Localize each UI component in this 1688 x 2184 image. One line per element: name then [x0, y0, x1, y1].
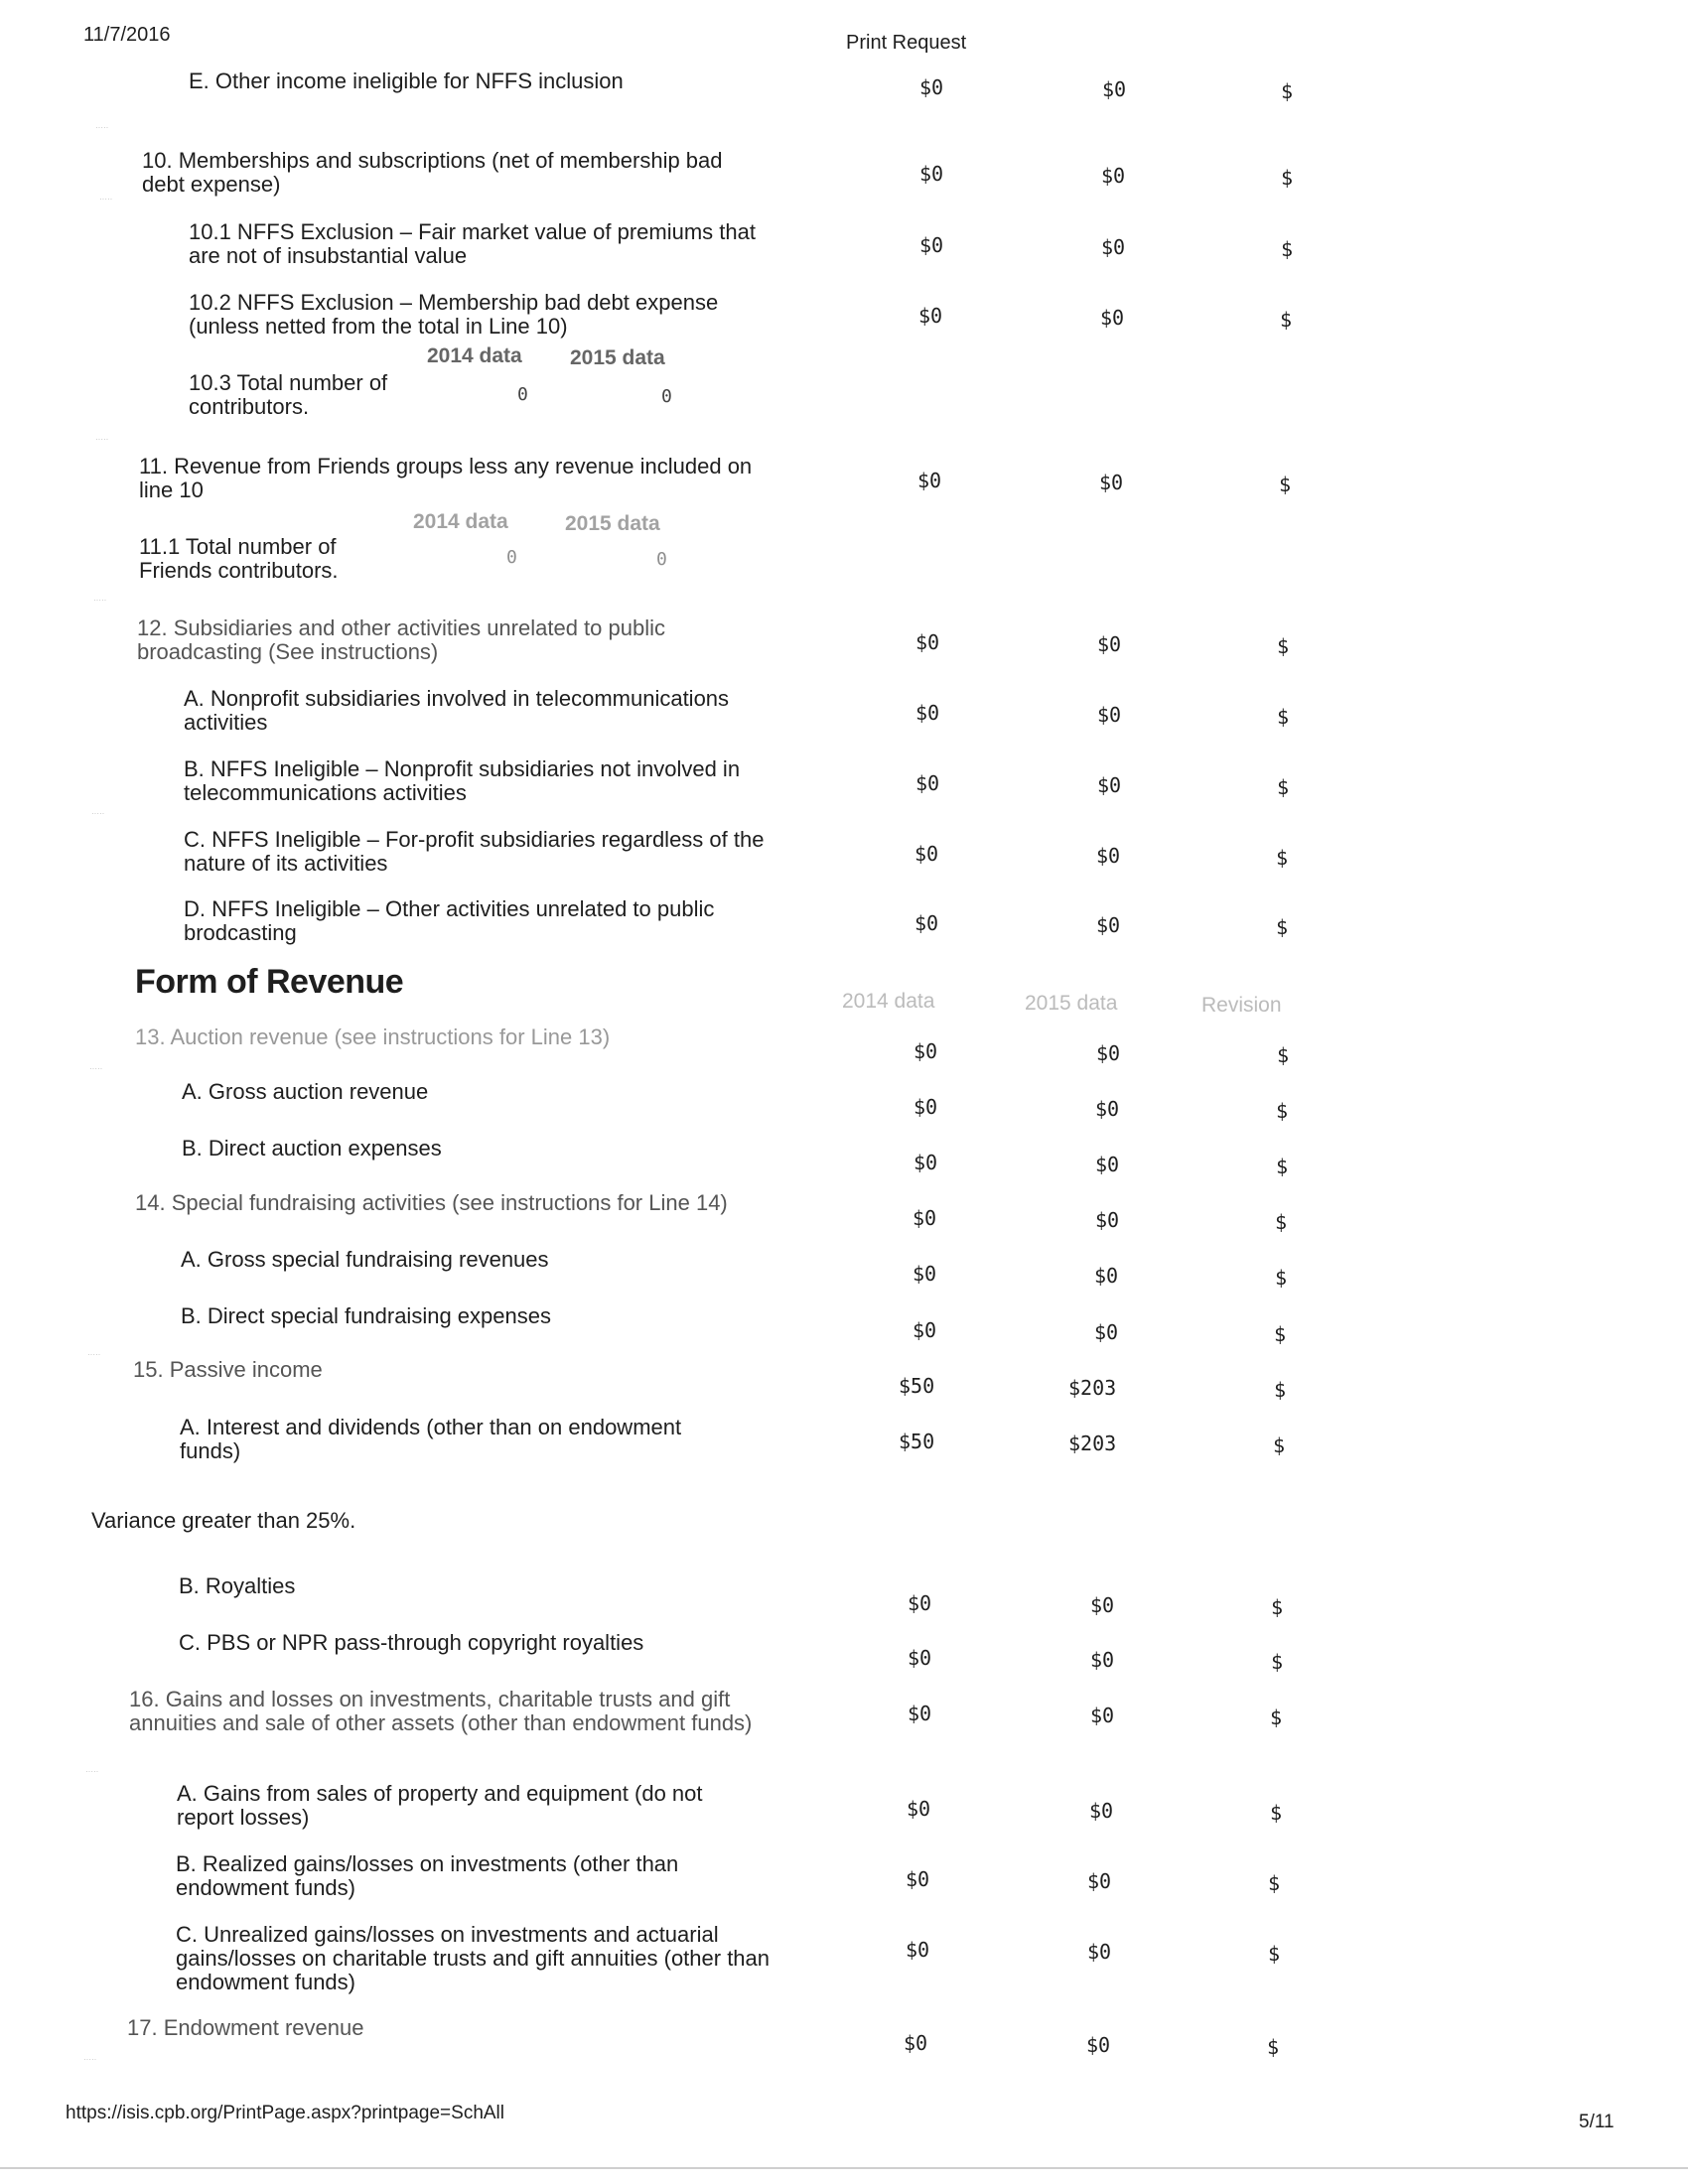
- value-2015: $0: [1090, 1593, 1115, 1617]
- value-2014: $0: [907, 1797, 931, 1821]
- row-label: C. Unrealized gains/losses on investments and actuarial gains/losses on charitable trusts and gift annuities (other than endowment funds): [176, 1922, 771, 1994]
- contributors-2015: 0: [661, 386, 672, 407]
- scan-mark: ·····: [93, 596, 107, 605]
- value-2014: $0: [908, 1702, 932, 1725]
- row-label: A. Gross auction revenue: [182, 1079, 429, 1104]
- value-revision: $: [1275, 1210, 1288, 1234]
- col-header-2015: 2015 data: [570, 346, 665, 369]
- value-2014: $0: [919, 233, 944, 257]
- value-2015: $0: [1100, 306, 1125, 330]
- contributors-2014: 0: [506, 547, 517, 568]
- contributors-2015: 0: [656, 549, 667, 570]
- value-2015: $0: [1095, 1208, 1120, 1232]
- value-2014: $0: [904, 2031, 928, 2055]
- row-label: A. Nonprofit subsidiaries involved in telecommunications activities: [184, 686, 730, 735]
- value-2015: $0: [1099, 471, 1124, 494]
- scan-mark: ·····: [85, 1767, 99, 1776]
- value-revision: $: [1281, 79, 1294, 103]
- page-url: https://isis.cpb.org/PrintPage.aspx?printpage=SchAll: [66, 2103, 505, 2123]
- value-revision: $: [1274, 1378, 1287, 1402]
- value-2014: $0: [914, 911, 939, 935]
- row-label: B. Realized gains/losses on investments (other than endowment funds): [176, 1851, 679, 1900]
- value-revision: $: [1275, 1266, 1288, 1290]
- value-2014: $0: [918, 304, 943, 328]
- row-label: E. Other income ineligible for NFFS inclusion: [189, 68, 624, 93]
- row-label: B. Direct special fundraising expenses: [181, 1303, 551, 1328]
- col-header-2014: 2014 data: [413, 510, 508, 533]
- row-label: B. Royalties: [179, 1573, 296, 1598]
- value-2015: $0: [1095, 1097, 1120, 1121]
- col-header-revision: Revision: [1201, 994, 1282, 1017]
- value-2014: $0: [915, 701, 940, 725]
- value-revision: $: [1277, 705, 1290, 729]
- value-2015: $0: [1086, 2033, 1111, 2057]
- value-2015: $0: [1097, 773, 1122, 797]
- col-header-2014: 2014 data: [842, 990, 935, 1013]
- value-revision: $: [1279, 473, 1292, 496]
- value-revision: $: [1276, 915, 1289, 939]
- value-revision: $: [1268, 1871, 1281, 1895]
- value-2015: $0: [1096, 844, 1121, 868]
- value-revision: $: [1268, 1942, 1281, 1966]
- value-revision: $: [1276, 1099, 1289, 1123]
- value-2015: $0: [1096, 913, 1121, 937]
- value-revision: $: [1276, 846, 1289, 870]
- col-header-2015: 2015 data: [565, 512, 660, 535]
- value-2014: $0: [908, 1646, 932, 1670]
- value-revision: $: [1277, 1043, 1290, 1067]
- row-label: 11. Revenue from Friends groups less any revenue included on line 10: [139, 454, 753, 502]
- row-label: B. Direct auction expenses: [182, 1136, 442, 1160]
- value-2015: $0: [1097, 632, 1122, 656]
- print-date: 11/7/2016: [83, 24, 171, 46]
- row-label: B. NFFS Ineligible – Nonprofit subsidiaries not involved in telecommunications activities: [184, 756, 741, 805]
- scan-mark: ·····: [87, 1350, 101, 1359]
- row-label: A. Gains from sales of property and equipment (do not report losses): [177, 1781, 703, 1830]
- value-2015: $0: [1097, 703, 1122, 727]
- value-2014: $0: [906, 1867, 930, 1891]
- page-number: 5/11: [1579, 2112, 1615, 2132]
- scan-mark: ·····: [95, 435, 109, 444]
- row-label: 10.2 NFFS Exclusion – Membership bad debt expense (unless netted from the total in Line 10): [189, 290, 719, 339]
- value-2015: $0: [1090, 1704, 1115, 1727]
- value-revision: $: [1271, 1650, 1284, 1674]
- value-revision: $: [1273, 1433, 1286, 1457]
- value-2014: $0: [914, 1151, 938, 1174]
- value-2014: $0: [914, 1039, 938, 1063]
- value-revision: $: [1281, 166, 1294, 190]
- value-2014: $0: [913, 1318, 937, 1342]
- value-2014: $0: [913, 1206, 937, 1230]
- value-revision: $: [1277, 634, 1290, 658]
- value-2015: $203: [1068, 1432, 1117, 1455]
- value-revision: $: [1274, 1322, 1287, 1346]
- value-revision: $: [1276, 1155, 1289, 1178]
- value-revision: $: [1267, 2035, 1280, 2059]
- value-2015: $0: [1087, 1940, 1112, 1964]
- row-label: A. Interest and dividends (other than on endowment funds): [180, 1415, 682, 1463]
- value-2014: $0: [919, 75, 944, 99]
- value-2014: $50: [899, 1374, 935, 1398]
- value-2015: $0: [1090, 1648, 1115, 1672]
- scan-mark: ·····: [99, 195, 113, 204]
- contributors-2014: 0: [517, 384, 528, 405]
- row-label: D. NFFS Ineligible – Other activities unrelated to public brodcasting: [184, 896, 715, 945]
- value-revision: $: [1270, 1801, 1283, 1825]
- value-2015: $0: [1102, 77, 1127, 101]
- page-title: Print Request: [846, 32, 967, 54]
- value-revision: $: [1281, 237, 1294, 261]
- value-2015: $0: [1101, 164, 1126, 188]
- row-label: 13. Auction revenue (see instructions for Line 13): [135, 1024, 611, 1049]
- row-label: C. PBS or NPR pass-through copyright royalties: [179, 1630, 644, 1655]
- scan-mark: ·····: [83, 2055, 97, 2064]
- section-title: Form of Revenue: [135, 963, 404, 1001]
- value-2014: $0: [915, 771, 940, 795]
- row-label: 10.1 NFFS Exclusion – Fair market value of premiums that are not of insubstantial value: [189, 219, 756, 268]
- variance-note: Variance greater than 25%.: [91, 1508, 356, 1533]
- value-2014: $0: [913, 1262, 937, 1286]
- scan-mark: ·····: [89, 1064, 103, 1073]
- value-2014: $50: [899, 1430, 935, 1453]
- row-label: A. Gross special fundraising revenues: [181, 1247, 549, 1272]
- value-revision: $: [1271, 1595, 1284, 1619]
- value-2015: $0: [1101, 235, 1126, 259]
- value-2014: $0: [908, 1591, 932, 1615]
- value-2015: $0: [1089, 1799, 1114, 1823]
- row-label: 14. Special fundraising activities (see instructions for Line 14): [135, 1190, 728, 1215]
- value-revision: $: [1280, 308, 1293, 332]
- scan-mark: ·····: [91, 809, 105, 818]
- value-revision: $: [1277, 775, 1290, 799]
- value-2015: $0: [1095, 1153, 1120, 1176]
- page-edge: [0, 2167, 1688, 2169]
- value-2015: $203: [1068, 1376, 1117, 1400]
- value-2014: $0: [919, 162, 944, 186]
- value-2014: $0: [917, 469, 942, 492]
- row-label: 10.3 Total number of contributors.: [189, 370, 388, 419]
- row-label: 11.1 Total number of Friends contributors.: [139, 534, 339, 583]
- row-label: 12. Subsidiaries and other activities unrelated to public broadcasting (See instructions): [137, 615, 665, 664]
- value-2015: $0: [1087, 1869, 1112, 1893]
- scan-mark: ·····: [95, 123, 109, 132]
- col-header-2015: 2015 data: [1025, 992, 1118, 1015]
- value-2015: $0: [1094, 1320, 1119, 1344]
- value-revision: $: [1270, 1706, 1283, 1729]
- value-2014: $0: [914, 1095, 938, 1119]
- row-label: 10. Memberships and subscriptions (net of membership bad debt expense): [142, 148, 723, 197]
- row-label: 16. Gains and losses on investments, charitable trusts and gift annuities and sale of other assets (other than endowment funds): [129, 1687, 753, 1735]
- col-header-2014: 2014 data: [427, 344, 522, 367]
- value-2015: $0: [1094, 1264, 1119, 1288]
- value-2015: $0: [1096, 1041, 1121, 1065]
- row-label: C. NFFS Ineligible – For-profit subsidiaries regardless of the nature of its activities: [184, 827, 765, 876]
- row-label: 17. Endowment revenue: [127, 2015, 364, 2040]
- value-2014: $0: [906, 1938, 930, 1962]
- value-2014: $0: [914, 842, 939, 866]
- value-2014: $0: [915, 630, 940, 654]
- row-label: 15. Passive income: [133, 1357, 323, 1382]
